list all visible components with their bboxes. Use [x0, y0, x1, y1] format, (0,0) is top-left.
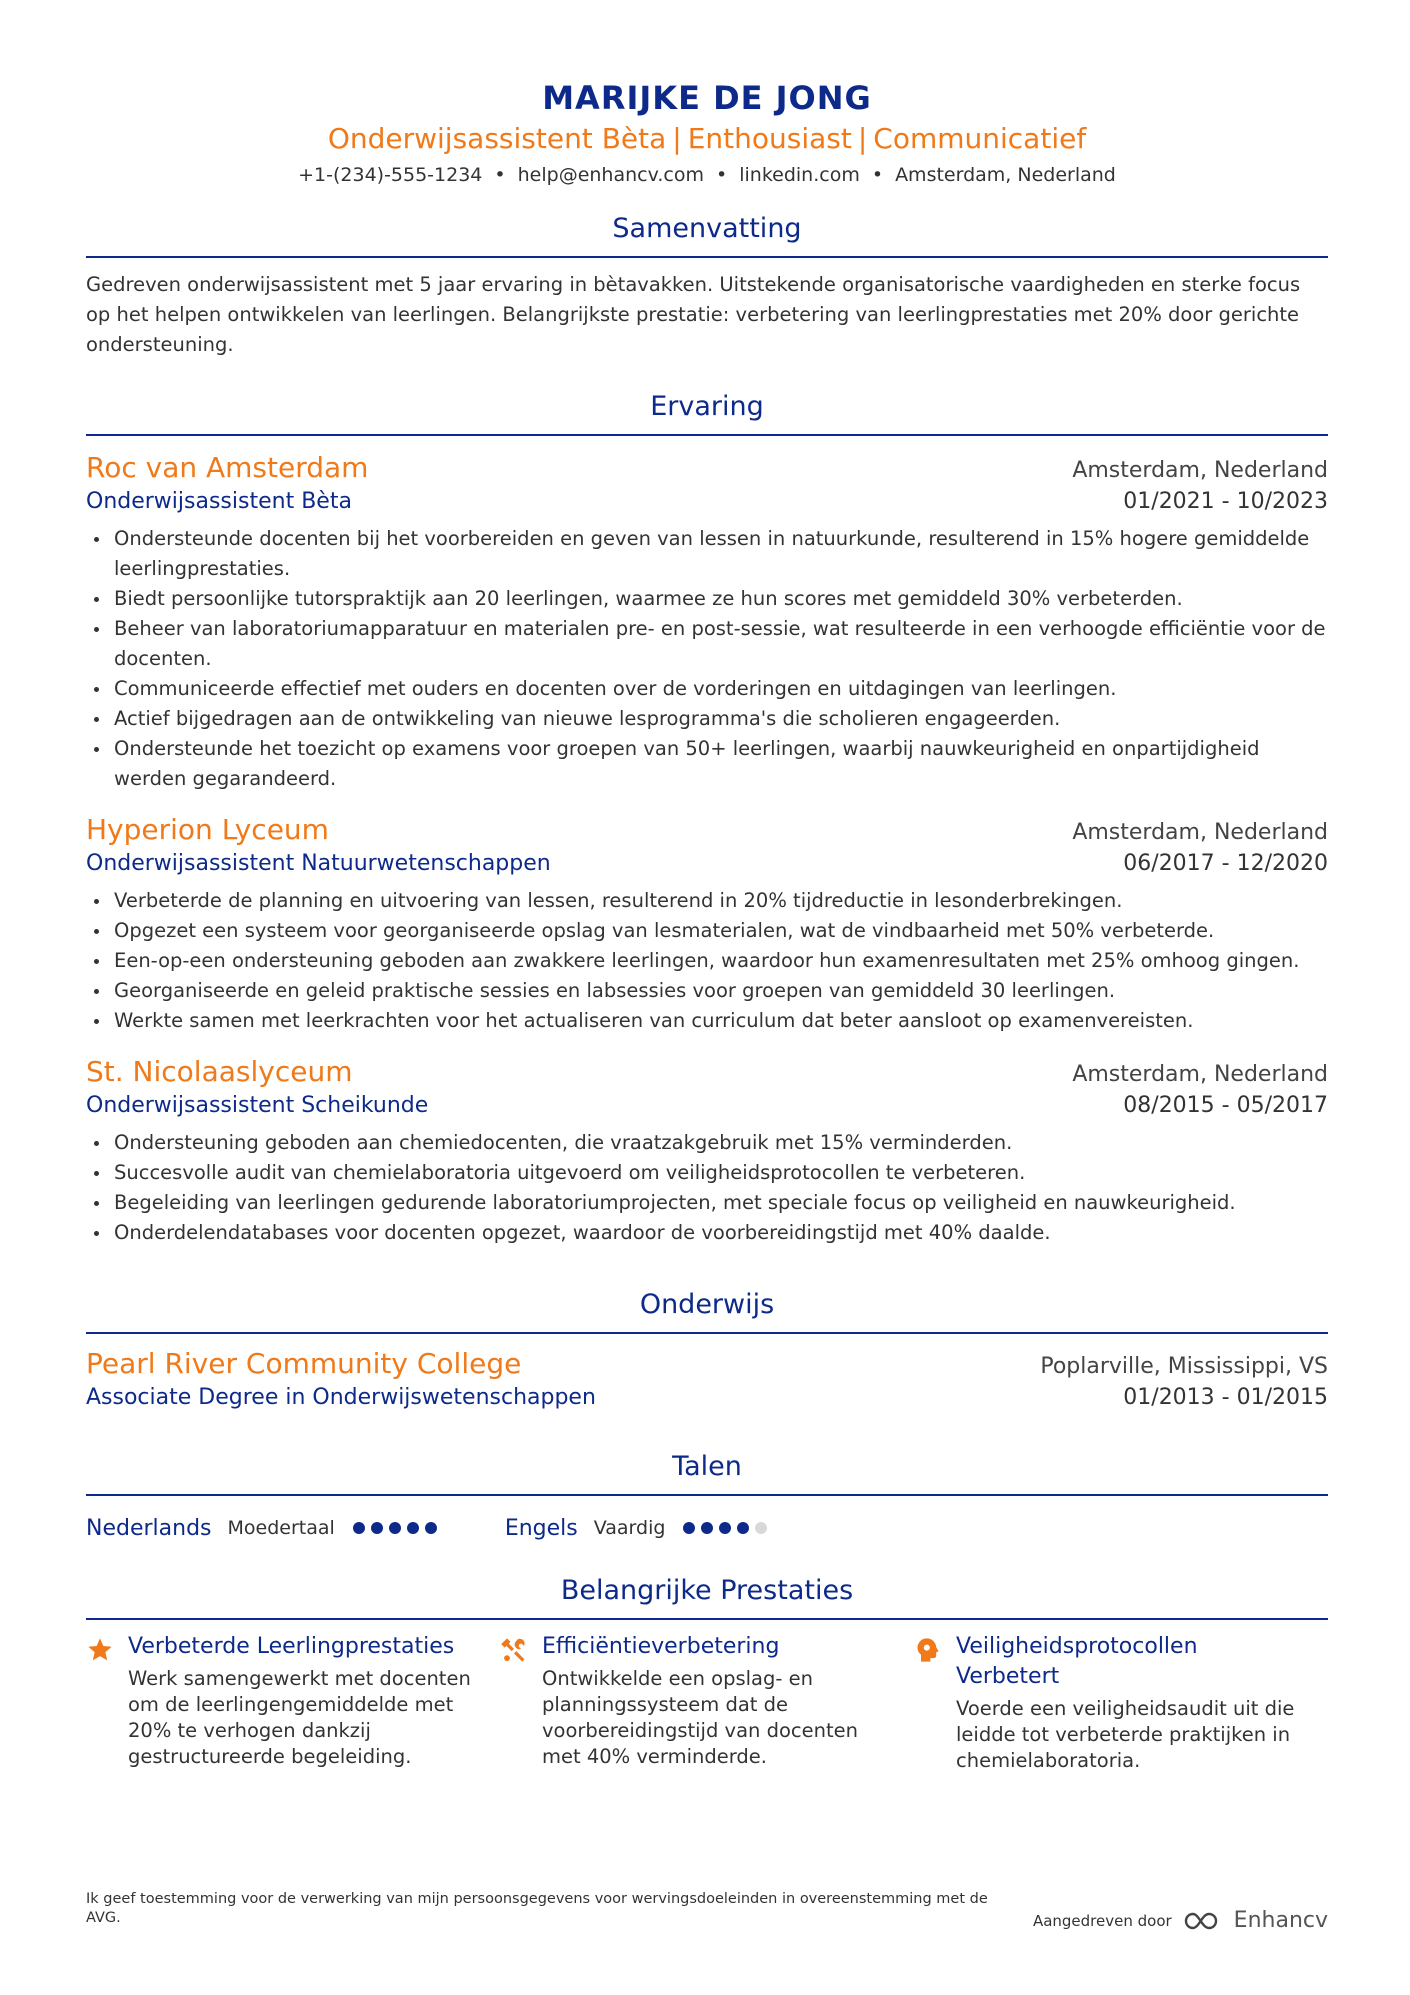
language-level: Vaardig	[593, 1517, 666, 1539]
enhancv-logo-icon	[1182, 1910, 1226, 1932]
job-entry	[86, 812, 1328, 1036]
job-role: Onderwijsassistent Natuurwetenschappen	[86, 851, 551, 876]
job-period: 08/2015 - 05/2017	[1123, 1093, 1328, 1118]
achievement-title: Veiligheidsprotocollen Verbetert	[956, 1634, 1198, 1689]
resume-page	[86, 0, 1328, 1774]
section-title-achievements: Belangrijke Prestaties	[86, 1574, 1328, 1620]
rating-dot-filled	[407, 1522, 419, 1534]
star-icon	[86, 1632, 128, 1774]
language-item	[86, 1516, 443, 1541]
section-title-languages: Talen	[86, 1450, 1328, 1496]
achievement-item	[500, 1632, 914, 1774]
degree: Associate Degree in Onderwijswetenschappen	[86, 1385, 596, 1410]
education-period: 01/2013 - 01/2015	[1123, 1385, 1328, 1410]
achievement-text: Voerde een veiligheidsaudit uit die leidde tot verbeterde praktijken in chemielaboratoria.	[956, 1697, 1295, 1772]
section-title-education: Onderwijs	[86, 1288, 1328, 1334]
headline-item: Enthousiast	[687, 122, 852, 155]
headline	[86, 120, 1328, 158]
language-rating	[683, 1522, 773, 1534]
headline-separator: |	[672, 122, 682, 155]
gdpr-consent: Ik geef toestemming voor de verwerking van mijn persoonsgegevens voor wervingsdoeleinden in overeenstemming met de AVG.	[86, 1891, 988, 1926]
languages-list	[86, 1510, 1328, 1546]
school-location: Poplarville, Mississippi, VS	[1040, 1354, 1328, 1379]
language-level: Moedertaal	[227, 1517, 335, 1539]
head-gear-icon	[914, 1632, 956, 1774]
brand-name: Enhancv	[1233, 1908, 1328, 1933]
experience-list	[86, 450, 1328, 1248]
footer	[86, 1890, 1328, 1933]
education-entry	[86, 1346, 1328, 1414]
section-title-summary: Samenvatting	[86, 212, 1328, 258]
phone: +1-(234)-555-1234	[298, 164, 483, 186]
list-item: Biedt persoonlijke tutorspraktijk aan 20 leerlingen, waarmee ze hun scores met gemiddeld 30% verbeterden.	[86, 584, 1328, 614]
job-period: 01/2021 - 10/2023	[1123, 489, 1328, 514]
job-location: Amsterdam, Nederland	[1072, 458, 1328, 483]
list-item: Opgezet een systeem voor georganiseerde opslag van lesmaterialen, wat de vindbaarheid met 50% verbeterde.	[86, 916, 1328, 946]
job-bullets	[86, 524, 1328, 794]
company-name: Hyperion Lyceum	[86, 813, 329, 846]
tools-icon	[500, 1632, 542, 1774]
company-name: St. Nicolaaslyceum	[86, 1055, 353, 1088]
email-link[interactable]: help@enhancv.com	[517, 164, 704, 186]
list-item: Actief bijgedragen aan de ontwikkeling van nieuwe lesprogramma's die scholieren engageerden.	[86, 704, 1328, 734]
job-location: Amsterdam, Nederland	[1072, 820, 1328, 845]
job-role: Onderwijsassistent Bèta	[86, 489, 352, 514]
rating-dot-filled	[425, 1522, 437, 1534]
contact-line	[86, 162, 1328, 188]
summary-text: Gedreven onderwijsassistent met 5 jaar ervaring in bètavakken. Uitstekende organisatorische vaardigheden en sterke focus op het helpen ontwikkelen van leerlingen. Belangrijkste prestatie: verbetering van leerlingprestaties met 20% door gerichte ondersteuning.	[86, 273, 1301, 356]
list-item: Een-op-een ondersteuning geboden aan zwakkere leerlingen, waardoor hun examenresultaten met 25% omhoog gingen.	[86, 946, 1328, 976]
contact-separator: •	[494, 164, 506, 186]
language-name: Nederlands	[86, 1515, 212, 1541]
job-entry	[86, 450, 1328, 794]
location: Amsterdam, Nederland	[895, 164, 1116, 186]
achievement-item	[86, 1632, 500, 1774]
list-item: Verbeterde de planning en uitvoering van lessen, resulterend in 20% tijdreductie in lesonderbrekingen.	[86, 886, 1328, 916]
job-bullets	[86, 1128, 1328, 1248]
company-name: Roc van Amsterdam	[86, 451, 369, 484]
contact-separator: •	[871, 164, 884, 186]
section-title-experience: Ervaring	[86, 390, 1328, 436]
language-name: Engels	[504, 1515, 578, 1541]
candidate-name: MARIJKE DE JONG	[542, 79, 872, 117]
headline-item: Onderwijsassistent Bèta	[327, 122, 667, 155]
job-entry	[86, 1054, 1328, 1248]
achievement-text: Ontwikkelde een opslag- en planningssysteem dat de voorbereidingstijd van docenten met 40% verminderde.	[542, 1667, 858, 1768]
list-item: Werkte samen met leerkrachten voor het actualiseren van curriculum dat beter aansloot op examenvereisten.	[86, 1006, 1328, 1036]
rating-dot-filled	[353, 1522, 365, 1534]
linkedin-link[interactable]: linkedin.com	[739, 164, 860, 186]
contact-separator: •	[716, 164, 728, 186]
resume-header	[86, 0, 1328, 188]
rating-dot-filled	[389, 1522, 401, 1534]
list-item: Succesvolle audit van chemielaboratoria uitgevoerd om veiligheidsprotocollen te verbeteren.	[86, 1158, 1328, 1188]
powered-by	[1033, 1908, 1328, 1933]
achievement-title: Efficiëntieverbetering	[542, 1634, 780, 1659]
achievement-title: Verbeterde Leerlingprestaties	[128, 1634, 455, 1659]
achievements-list	[86, 1632, 1328, 1774]
rating-dot-filled	[701, 1522, 713, 1534]
list-item: Begeleiding van leerlingen gedurende laboratoriumprojecten, met speciale focus op veiligheid en nauwkeurigheid.	[86, 1188, 1328, 1218]
rating-dot-filled	[737, 1522, 749, 1534]
list-item: Beheer van laboratoriumapparatuur en materialen pre- en post-sessie, wat resulteerde in een verhoogde efficiëntie voor de docenten.	[86, 614, 1328, 674]
list-item: Ondersteunde docenten bij het voorbereiden en geven van lessen in natuurkunde, resulterend in 15% hogere gemiddelde leerlingprestaties.	[86, 524, 1328, 584]
headline-separator: |	[857, 122, 868, 155]
language-item	[505, 1516, 774, 1541]
list-item: Ondersteunde het toezicht op examens voor groepen van 50+ leerlingen, waarbij nauwkeurigheid en onpartijdigheid werden gegarandeerd.	[86, 734, 1328, 794]
rating-dot-filled	[371, 1522, 383, 1534]
list-item: Onderdelendatabases voor docenten opgezet, waardoor de voorbereidingstijd met 40% daalde.	[86, 1218, 1328, 1248]
list-item: Ondersteuning geboden aan chemiedocenten, die vraatzakgebruik met 15% verminderden.	[86, 1128, 1328, 1158]
headline-item: Communicatief	[873, 122, 1087, 155]
school-name: Pearl River Community College	[86, 1347, 522, 1380]
powered-by-label: Aangedreven door	[1032, 1911, 1172, 1930]
rating-dot-filled	[719, 1522, 731, 1534]
job-period: 06/2017 - 12/2020	[1123, 851, 1328, 876]
job-bullets	[86, 886, 1328, 1036]
job-role: Onderwijsassistent Scheikunde	[86, 1093, 429, 1118]
job-location: Amsterdam, Nederland	[1072, 1062, 1328, 1087]
achievement-item	[914, 1632, 1328, 1774]
achievement-text: Werk samengewerkt met docenten om de leerlingengemiddelde met 20% te verhogen dankzij gestructureerde begeleiding.	[128, 1667, 471, 1768]
list-item: Georganiseerde en geleid praktische sessies en labsessies voor groepen van gemiddeld 30 leerlingen.	[86, 976, 1328, 1006]
rating-dot-filled	[683, 1522, 695, 1534]
rating-dot-empty	[755, 1522, 767, 1534]
list-item: Communiceerde effectief met ouders en docenten over de vorderingen en uitdagingen van leerlingen.	[86, 674, 1328, 704]
language-rating	[353, 1522, 443, 1534]
